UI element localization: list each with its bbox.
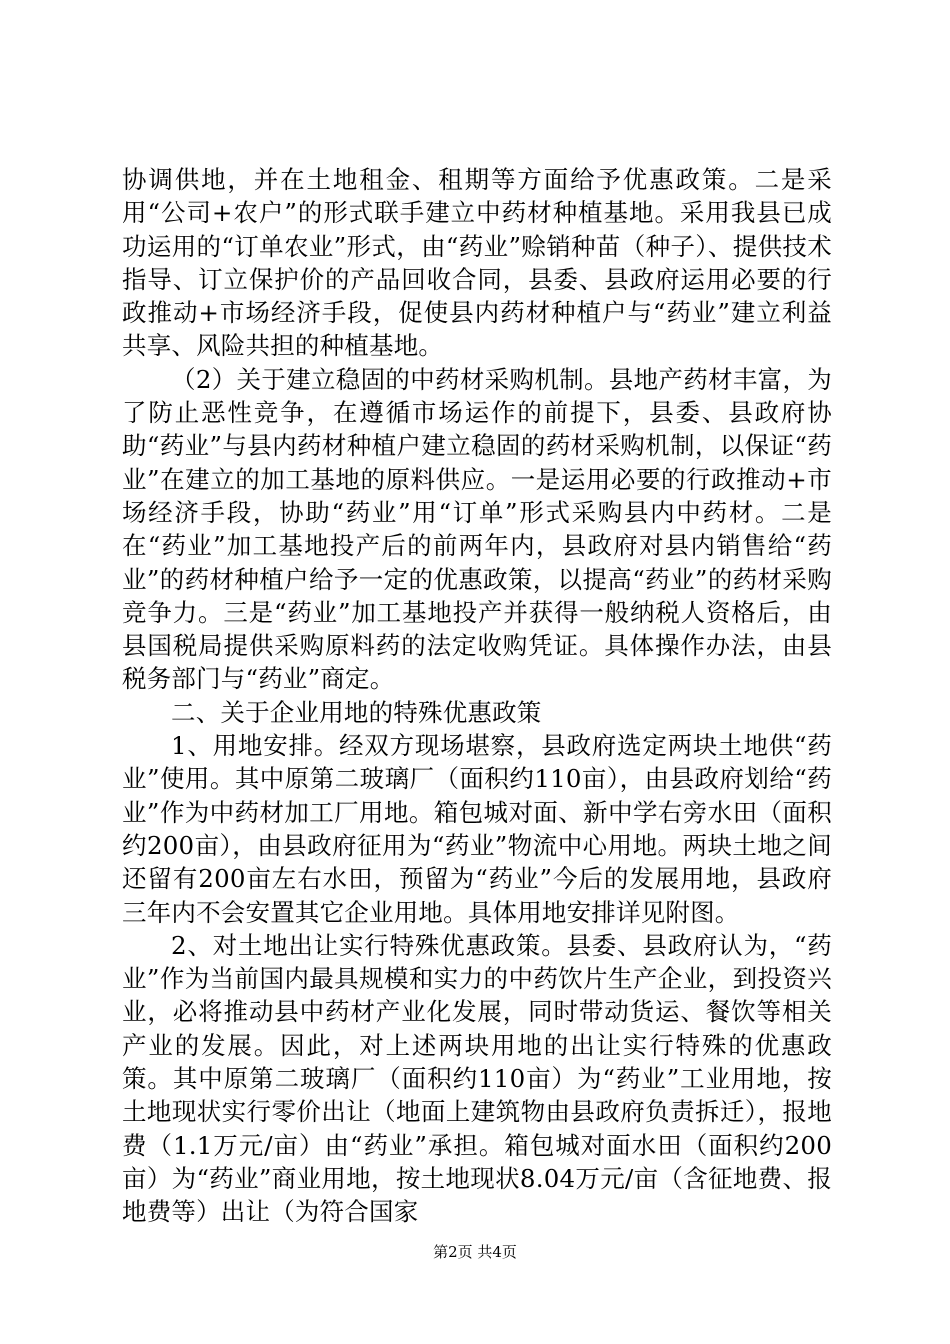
body-paragraph-4: 2、对土地出让实行特殊优惠政策。县委、县政府认为，“药业”作为当前国内最具规模和实力的中药饮片生产企业，到投资兴业，必将推动县中药材产业化发展，同时带动货运、餐饮等相关产业的发展。因此，对上述两块用地的出让实行特殊的优惠政策。其中原第二玻璃厂（面积约110亩）为“药业”工业用地，按土地现状实行零价出让（地面上建筑物由县政府负责拆迁），报地费（1.1万元/亩）由“药业”承担。箱包城对面水田（面积约200亩）为“药业”商业用地，按土地现状8.04万元/亩（含征地费、报地费等）出让（为符合国家	[122, 930, 832, 1227]
body-paragraph-1: 协调供地，并在土地租金、租期等方面给予优惠政策。二是采用“公司+农户”的形式联手建立中药材种植基地。采用我县已成功运用的“订单农业”形式，由“药业”赊销种苗（种子）、提供技术指导、订立保护价的产品回收合同，县委、县政府运用必要的行政推动+市场经济手段，促使县内药材种植户与“药业”建立利益共享、风险共担的种植基地。	[122, 165, 832, 361]
body-paragraph-2: （2）关于建立稳固的中药材采购机制。县地产药材丰富，为了防止恶性竞争，在遵循市场运作的前提下，县委、县政府协助“药业”与县内药材种植户建立稳固的药材采购机制，以保证“药业”在建立的加工基地的原料供应。一是运用必要的行政推动+市场经济手段，协助“药业”用“订单”形式采购县内中药材。二是在“药业”加工基地投产后的前两年内，县政府对县内销售给“药业”的药材种植户给予一定的优惠政策，以提高“药业”的药材采购竞争力。三是“药业”加工基地投产并获得一般纳税人资格后，由县国税局提供采购原料药的法定收购凭证。具体操作办法，由县税务部门与“药业”商定。	[122, 364, 832, 694]
page-footer: 第2页 共4页	[433, 1243, 517, 1261]
body-paragraph-3: 1、用地安排。经双方现场堪察，县政府选定两块土地供“药业”使用。其中原第二玻璃厂（面积约110亩），由县政府划给“药业”作为中药材加工厂用地。箱包城对面、新中学右旁水田（面积约200亩），由县政府征用为“药业”物流中心用地。两块土地之间还留有200亩左右水田，预留为“药业”今后的发展用地，县政府三年内不会安置其它企业用地。具体用地安排详见附图。	[122, 731, 832, 927]
section-heading: 二、关于企业用地的特殊优惠政策	[171, 697, 542, 727]
document-body	[122, 163, 832, 1229]
